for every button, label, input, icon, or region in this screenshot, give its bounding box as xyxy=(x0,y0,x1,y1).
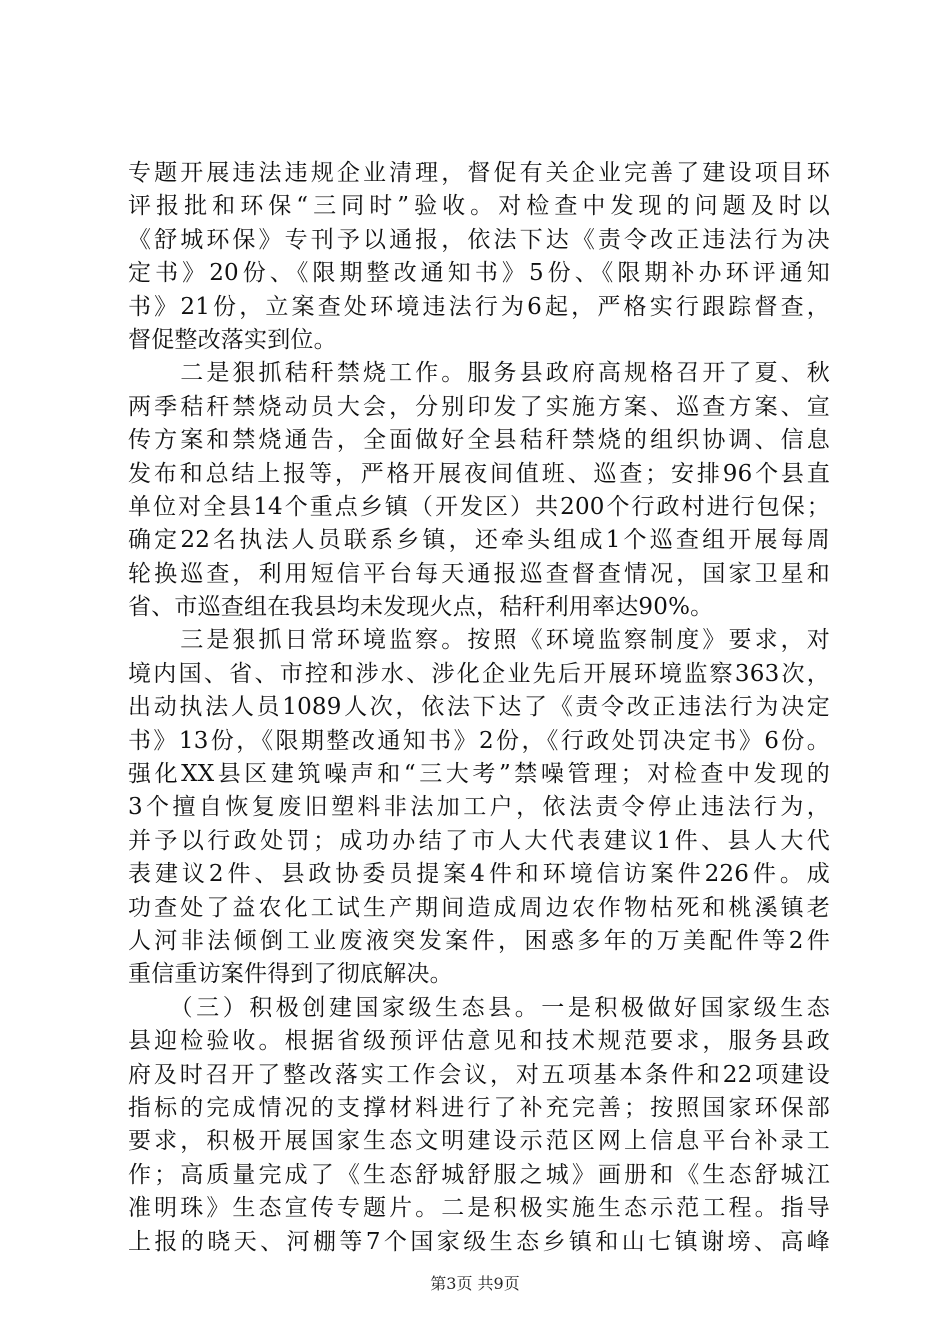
text-line: 评报批和环保“三同时”验收。对检查中发现的问题及时以 xyxy=(128,193,830,220)
text-line: 督促整改落实到位。 xyxy=(128,326,337,353)
text-line: 强化XX县区建筑噪声和“三大考”禁噪管理；对检查中发现的 xyxy=(128,761,830,788)
text-line: 并予以行政处罚；成功办结了市人大代表建议1件、县人大代 xyxy=(128,827,830,854)
text-line: 人河非法倾倒工业废液突发案件，困惑多年的万美配件等2件 xyxy=(128,927,830,954)
text-line: 作；高质量完成了《生态舒城舒服之城》画册和《生态舒城江 xyxy=(128,1161,830,1188)
text-line: 上报的晓天、河棚等7个国家级生态乡镇和山七镇谢塝、高峰 xyxy=(128,1228,830,1255)
text-line: 重信重访案件得到了彻底解决。 xyxy=(128,961,453,988)
text-line: 专题开展违法违规企业清理，督促有关企业完善了建设项目环 xyxy=(128,160,830,186)
text-line: 书》13份，《限期整改通知书》2份，《行政处罚决定书》6份。 xyxy=(128,727,830,754)
body-text xyxy=(128,157,830,1259)
text-line: 单位对全县14个重点乡镇（开发区）共200个行政村进行包保； xyxy=(128,493,830,520)
text-line: 两季秸秆禁烧动员大会，分别印发了实施方案、巡查方案、宣 xyxy=(128,393,830,420)
text-line: 境内国、省、市控和涉水、涉化企业先后开展环境监察363次， xyxy=(128,660,830,687)
text-line: （三）积极创建国家级生态县。一是积极做好国家级生态 xyxy=(128,994,830,1021)
text-line: 确定22名执法人员联系乡镇，还牵头组成1个巡查组开展每周 xyxy=(128,527,830,554)
text-line: 省、市巡查组在我县均未发现火点，秸秆利用率达90%。 xyxy=(128,594,714,621)
text-line: 书》21份，立案查处环境违法行为6起，严格实行跟踪督查， xyxy=(128,293,830,320)
text-line: 二是狠抓秸秆禁烧工作。服务县政府高规格召开了夏、秋 xyxy=(128,360,830,387)
text-line: 要求，积极开展国家生态文明建设示范区网上信息平台补录工 xyxy=(128,1128,830,1155)
text-line: 3个擅自恢复废旧塑料非法加工户，依法责令停止违法行为， xyxy=(128,794,830,821)
page-number-footer: 第3页 共9页 xyxy=(430,1274,520,1293)
text-line: 表建议2件、县政协委员提案4件和环境信访案件226件。成 xyxy=(128,861,830,888)
text-line: 准明珠》生态宣传专题片。二是积极实施生态示范工程。指导 xyxy=(128,1195,830,1222)
text-line: 传方案和禁烧通告，全面做好全县秸秆禁烧的组织协调、信息 xyxy=(128,427,830,454)
text-line: 府及时召开了整改落实工作会议，对五项基本条件和22项建设 xyxy=(128,1061,830,1088)
text-line: 轮换巡查，利用短信平台每天通报巡查督查情况，国家卫星和 xyxy=(128,560,830,587)
text-line: 定书》20份、《限期整改通知书》5份、《限期补办环评通知 xyxy=(128,260,830,287)
text-line: 县迎检验收。根据省级预评估意见和技术规范要求，服务县政 xyxy=(128,1028,830,1055)
text-line: 出动执法人员1089人次，依法下达了《责令改正违法行为决定 xyxy=(128,694,830,721)
text-line: 三是狠抓日常环境监察。按照《环境监察制度》要求，对 xyxy=(128,627,830,654)
text-line: 《舒城环保》专刊予以通报，依法下达《责令改正违法行为决 xyxy=(128,226,830,253)
text-line: 功查处了益农化工试生产期间造成周边农作物枯死和桃溪镇老 xyxy=(128,894,830,921)
text-line: 发布和总结上报等，严格开展夜间值班、巡查；安排96个县直 xyxy=(128,460,830,487)
text-line: 指标的完成情况的支撑材料进行了补充完善；按照国家环保部 xyxy=(128,1094,830,1121)
